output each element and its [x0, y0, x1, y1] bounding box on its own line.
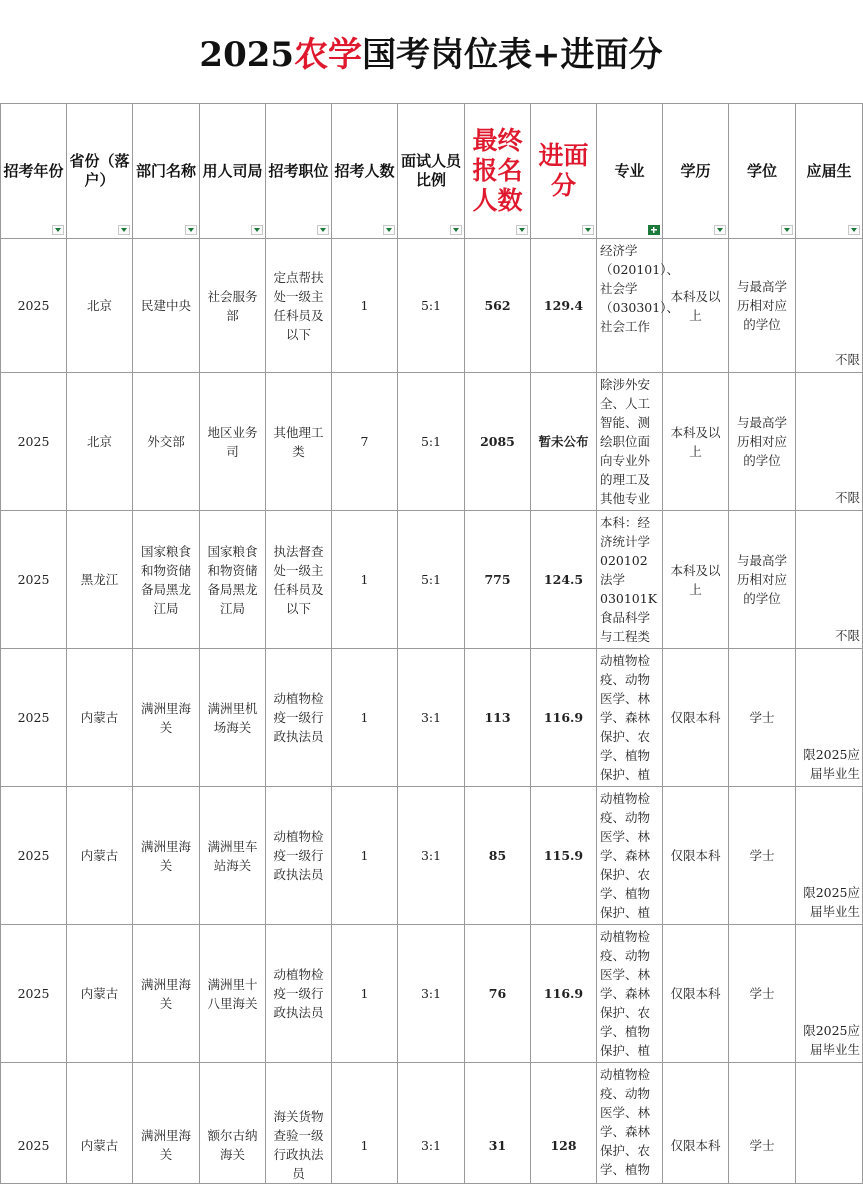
cell-degree: 与最高学历相对应的学位 — [729, 239, 796, 373]
cell-position: 动植物检疫一级行政执法员 — [266, 787, 332, 925]
table-row — [1, 511, 863, 649]
cell-count: 7 — [332, 373, 398, 511]
cell-applicants: 775 — [465, 511, 531, 649]
cell-count: 1 — [332, 1063, 398, 1184]
cell-score: 115.9 — [531, 787, 597, 925]
filter-dropdown-icon[interactable] — [781, 225, 793, 235]
cell-score: 116.9 — [531, 649, 597, 787]
cell-education: 仅限本科 — [663, 787, 729, 925]
cell-province: 内蒙古 — [67, 649, 133, 787]
cell-education: 本科及以上 — [663, 373, 729, 511]
cell-year: 2025 — [1, 511, 67, 649]
filter-dropdown-icon[interactable] — [516, 225, 528, 235]
cell-count: 1 — [332, 925, 398, 1063]
cell-ratio: 5:1 — [398, 511, 465, 649]
header-ratio: 面试人员比例 — [398, 104, 465, 239]
cell-degree: 学士 — [729, 925, 796, 1063]
table-row — [1, 787, 863, 925]
cell-count: 1 — [332, 787, 398, 925]
cell-major: 经济学（020101）、社会学（030301）、社会工作 — [597, 239, 663, 373]
cell-dept: 国家粮食和物资储备局黑龙江局 — [133, 511, 200, 649]
cell-bureau: 满洲里车站海关 — [200, 787, 266, 925]
cell-bureau: 国家粮食和物资储备局黑龙江局 — [200, 511, 266, 649]
cell-ratio: 3:1 — [398, 649, 465, 787]
cell-position: 其他理工类 — [266, 373, 332, 511]
cell-score: 129.4 — [531, 239, 597, 373]
table-row — [1, 1063, 863, 1184]
table-row — [1, 925, 863, 1063]
header-applicants: 最终报名人数 — [465, 104, 531, 239]
cell-province: 北京 — [67, 373, 133, 511]
cell-fresh: 不限 — [796, 511, 863, 649]
cell-province: 黑龙江 — [67, 511, 133, 649]
cell-dept: 满洲里海关 — [133, 925, 200, 1063]
cell-province: 内蒙古 — [67, 925, 133, 1063]
title-bar — [0, 0, 862, 103]
cell-fresh: 限2025应届毕业生 — [796, 925, 863, 1063]
cell-degree: 与最高学历相对应的学位 — [729, 373, 796, 511]
cell-dept: 满洲里海关 — [133, 787, 200, 925]
header-fresh: 应届生 — [796, 104, 863, 239]
cell-position: 动植物检疫一级行政执法员 — [266, 925, 332, 1063]
cell-year: 2025 — [1, 1063, 67, 1184]
filter-dropdown-icon[interactable] — [714, 225, 726, 235]
cell-score: 暂未公布 — [531, 373, 597, 511]
cell-degree: 学士 — [729, 649, 796, 787]
cell-degree: 学士 — [729, 787, 796, 925]
header-score: 进面分 — [531, 104, 597, 239]
cell-province: 内蒙古 — [67, 1063, 133, 1184]
cell-score: 124.5 — [531, 511, 597, 649]
cell-major: 本科：经济统计学020102法学030101K食品科学与工程类 — [597, 511, 663, 649]
cell-applicants: 2085 — [465, 373, 531, 511]
cell-education: 本科及以上 — [663, 239, 729, 373]
cell-dept: 民建中央 — [133, 239, 200, 373]
cell-bureau: 额尔古纳海关 — [200, 1063, 266, 1184]
filter-dropdown-icon[interactable] — [383, 225, 395, 235]
cell-year: 2025 — [1, 239, 67, 373]
cell-bureau: 满洲里机场海关 — [200, 649, 266, 787]
cell-bureau: 地区业务司 — [200, 373, 266, 511]
cell-education: 仅限本科 — [663, 925, 729, 1063]
cell-ratio: 3:1 — [398, 787, 465, 925]
cell-major: 动植物检疫、动物医学、林学、森林保护、农学、植物保护、植 — [597, 925, 663, 1063]
cell-degree: 与最高学历相对应的学位 — [729, 511, 796, 649]
position-table — [0, 103, 863, 1184]
cell-ratio: 3:1 — [398, 925, 465, 1063]
cell-year: 2025 — [1, 925, 67, 1063]
cell-education: 本科及以上 — [663, 511, 729, 649]
cell-ratio: 5:1 — [398, 373, 465, 511]
cell-count: 1 — [332, 239, 398, 373]
header-position: 招考职位 — [266, 104, 332, 239]
cell-year: 2025 — [1, 649, 67, 787]
table-row — [1, 239, 863, 373]
cell-applicants: 76 — [465, 925, 531, 1063]
cell-applicants: 113 — [465, 649, 531, 787]
cell-score: 116.9 — [531, 925, 597, 1063]
header-dept: 部门名称 — [133, 104, 200, 239]
cell-position: 定点帮扶处一级主任科员及以下 — [266, 239, 332, 373]
header-count: 招考人数 — [332, 104, 398, 239]
cell-dept: 满洲里海关 — [133, 649, 200, 787]
cell-major: 动植物检疫、动物医学、林学、森林保护、农学、植物保护、植 — [597, 787, 663, 925]
cell-province: 北京 — [67, 239, 133, 373]
header-province: 省份（落户） — [67, 104, 133, 239]
cell-degree: 学士 — [729, 1063, 796, 1184]
header-year: 招考年份 — [1, 104, 67, 239]
table-row — [1, 373, 863, 511]
filter-dropdown-icon[interactable] — [118, 225, 130, 235]
cell-fresh: 限2025应届毕业生 — [796, 649, 863, 787]
cell-major: 动植物检疫、动物医学、林学、森林保护、农学、植物 — [597, 1063, 663, 1184]
filter-dropdown-icon[interactable] — [185, 225, 197, 235]
cell-ratio: 3:1 — [398, 1063, 465, 1184]
cell-fresh: 不限 — [796, 373, 863, 511]
cell-count: 1 — [332, 649, 398, 787]
cell-applicants: 31 — [465, 1063, 531, 1184]
filter-active-icon[interactable] — [648, 225, 660, 235]
filter-dropdown-icon[interactable] — [450, 225, 462, 235]
cell-position: 动植物检疫一级行政执法员 — [266, 649, 332, 787]
cell-major: 除涉外安全、人工智能、测绘职位面向专业外的理工及其他专业 — [597, 373, 663, 511]
cell-count: 1 — [332, 511, 398, 649]
header-degree: 学位 — [729, 104, 796, 239]
filter-dropdown-icon[interactable] — [317, 225, 329, 235]
cell-year: 2025 — [1, 373, 67, 511]
cell-dept: 满洲里海关 — [133, 1063, 200, 1184]
title-highlight: 农学 — [294, 35, 363, 75]
filter-dropdown-icon[interactable] — [251, 225, 263, 235]
cell-bureau: 社会服务部 — [200, 239, 266, 373]
cell-province: 内蒙古 — [67, 787, 133, 925]
header-major: 专业 — [597, 104, 663, 239]
page-title: 2025农学国考岗位表+进面分 — [199, 35, 663, 75]
header-row — [1, 104, 863, 239]
cell-fresh: 不限 — [796, 239, 863, 373]
cell-year: 2025 — [1, 787, 67, 925]
cell-fresh — [796, 1063, 863, 1184]
cell-dept: 外交部 — [133, 373, 200, 511]
cell-education: 仅限本科 — [663, 1063, 729, 1184]
cell-ratio: 5:1 — [398, 239, 465, 373]
cell-major: 动植物检疫、动物医学、林学、森林保护、农学、植物保护、植 — [597, 649, 663, 787]
header-bureau: 用人司局 — [200, 104, 266, 239]
table-row — [1, 649, 863, 787]
filter-dropdown-icon[interactable] — [582, 225, 594, 235]
cell-fresh: 限2025应届毕业生 — [796, 787, 863, 925]
cell-applicants: 562 — [465, 239, 531, 373]
cell-applicants: 85 — [465, 787, 531, 925]
filter-dropdown-icon[interactable] — [848, 225, 860, 235]
cell-score: 128 — [531, 1063, 597, 1184]
cell-position: 执法督查处一级主任科员及以下 — [266, 511, 332, 649]
cell-position: 海关货物查验一级行政执法员 — [266, 1063, 332, 1184]
header-education: 学历 — [663, 104, 729, 239]
cell-bureau: 满洲里十八里海关 — [200, 925, 266, 1063]
filter-dropdown-icon[interactable] — [52, 225, 64, 235]
cell-education: 仅限本科 — [663, 649, 729, 787]
